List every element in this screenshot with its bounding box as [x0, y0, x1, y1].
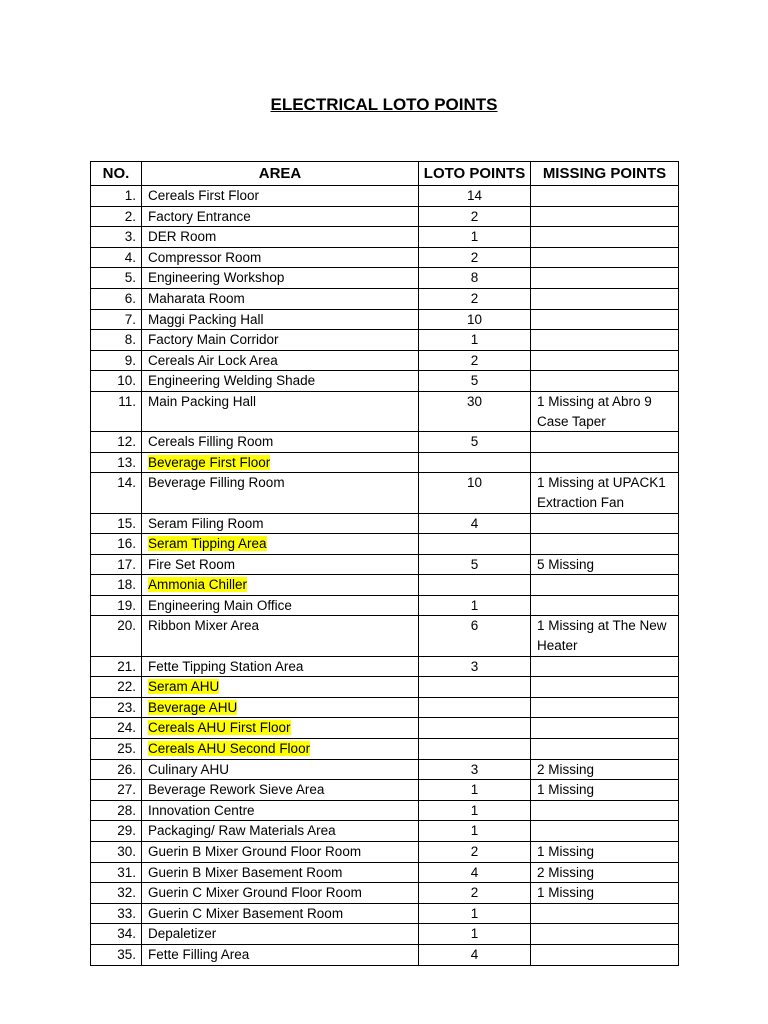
row-number-cell-text: 28. [117, 802, 136, 818]
row-number-cell [91, 677, 142, 698]
area-cell-text: Packaging/ Raw Materials Area [148, 823, 336, 839]
missing-points-cell [531, 883, 679, 904]
loto-points-cell-text: 10 [466, 311, 483, 327]
row-number-cell-text: 18. [117, 577, 136, 593]
row-number-cell-text: 17. [117, 556, 136, 572]
row-number-cell-text: 26. [117, 761, 136, 777]
loto-points-cell [419, 656, 531, 677]
table-row [91, 206, 679, 227]
loto-points-cell [419, 944, 531, 965]
missing-points-cell [531, 821, 679, 842]
loto-points-cell [419, 821, 531, 842]
row-number-cell [91, 206, 142, 227]
table-row [91, 800, 679, 821]
table-row [91, 616, 679, 656]
row-number-cell [91, 697, 142, 718]
table-row [91, 842, 679, 863]
area-cell [142, 883, 419, 904]
row-number-cell-text: 9. [124, 352, 136, 368]
area-cell [142, 924, 419, 945]
missing-points-cell [531, 534, 679, 555]
table-row [91, 247, 679, 268]
loto-points-cell [419, 350, 531, 371]
row-number-cell-text: 7. [124, 311, 136, 327]
missing-points-cell [531, 554, 679, 575]
table-row [91, 330, 679, 351]
row-number-cell-text: 6. [124, 290, 136, 306]
missing-points-cell [531, 842, 679, 863]
area-cell-text: Ribbon Mixer Area [148, 618, 260, 634]
loto-points-cell-text: 2 [470, 352, 479, 368]
page-title: ELECTRICAL LOTO POINTS [270, 95, 498, 114]
table-row [91, 350, 679, 371]
header-missing-points: MISSING POINTS [531, 162, 679, 186]
row-number-cell-text: 23. [117, 699, 136, 715]
missing-points-cell-text: 1 Missing [537, 782, 595, 798]
loto-points-cell-text: 5 [470, 434, 479, 450]
row-number-cell [91, 595, 142, 616]
missing-points-cell [531, 575, 679, 596]
area-cell [142, 677, 419, 698]
row-number-cell-text: 27. [117, 782, 136, 798]
row-number-cell [91, 862, 142, 883]
row-number-cell [91, 780, 142, 801]
area-cell-text: Compressor Room [148, 249, 262, 265]
loto-points-cell [419, 924, 531, 945]
loto-points-cell [419, 309, 531, 330]
row-number-cell [91, 268, 142, 289]
missing-points-cell [531, 677, 679, 698]
row-number-cell-text: 31. [117, 864, 136, 880]
row-number-cell [91, 186, 142, 207]
loto-points-cell [419, 268, 531, 289]
area-cell-text: Maharata Room [148, 290, 245, 306]
row-number-cell-text: 22. [117, 679, 136, 695]
row-number-cell-text: 19. [117, 597, 136, 613]
row-number-cell [91, 227, 142, 248]
table-row [91, 391, 679, 431]
missing-points-cell [531, 656, 679, 677]
missing-points-cell [531, 739, 679, 760]
area-cell [142, 330, 419, 351]
area-cell [142, 534, 419, 555]
row-number-cell [91, 391, 142, 431]
missing-points-cell [531, 903, 679, 924]
area-cell-text: Cereals AHU First Floor [148, 720, 291, 736]
loto-points-cell [419, 247, 531, 268]
area-cell [142, 473, 419, 513]
loto-points-cell-text: 1 [470, 926, 479, 942]
loto-points-cell-text: 2 [470, 885, 479, 901]
missing-points-cell [531, 206, 679, 227]
header-no: NO. [91, 162, 142, 186]
missing-points-cell [531, 452, 679, 473]
missing-points-cell [531, 924, 679, 945]
loto-points-cell-text: 4 [470, 515, 479, 531]
table-row [91, 227, 679, 248]
missing-points-cell [531, 759, 679, 780]
row-number-cell [91, 842, 142, 863]
area-cell [142, 288, 419, 309]
loto-points-cell-text: 14 [466, 188, 483, 203]
loto-points-cell [419, 206, 531, 227]
missing-points-cell [531, 227, 679, 248]
area-cell-text: Engineering Workshop [148, 270, 285, 286]
missing-points-cell-text: 1 Missing at The New Heater [537, 618, 667, 654]
area-cell-text: Seram AHU [148, 679, 220, 695]
row-number-cell [91, 656, 142, 677]
missing-points-cell [531, 432, 679, 453]
row-number-cell-text: 29. [117, 823, 136, 839]
table-row [91, 554, 679, 575]
area-cell [142, 247, 419, 268]
loto-points-cell [419, 759, 531, 780]
loto-points-cell [419, 534, 531, 555]
missing-points-cell-text: 1 Missing [537, 885, 595, 901]
missing-points-cell [531, 391, 679, 431]
area-cell-text: Cereals First Floor [148, 188, 260, 203]
area-cell-text: Guerin C Mixer Ground Floor Room [148, 885, 362, 901]
loto-points-cell-text: 1 [470, 332, 479, 348]
row-number-cell [91, 432, 142, 453]
table-body [91, 186, 679, 966]
row-number-cell-text: 3. [124, 229, 136, 245]
loto-points-cell-text: 1 [470, 802, 479, 818]
loto-points-cell [419, 842, 531, 863]
area-cell [142, 697, 419, 718]
missing-points-cell-text: 1 Missing at Abro 9 Case Taper [537, 393, 652, 429]
loto-points-cell [419, 903, 531, 924]
row-number-cell [91, 575, 142, 596]
row-number-cell-text: 15. [117, 515, 136, 531]
loto-points-cell [419, 288, 531, 309]
missing-points-cell-text: 2 Missing [537, 864, 595, 880]
loto-points-cell [419, 432, 531, 453]
missing-points-cell [531, 862, 679, 883]
row-number-cell-text: 2. [124, 208, 136, 224]
loto-points-cell-text: 8 [470, 270, 479, 286]
area-cell [142, 842, 419, 863]
row-number-cell [91, 616, 142, 656]
loto-points-cell [419, 330, 531, 351]
row-number-cell-text: 11. [118, 393, 136, 409]
loto-points-cell-text: 2 [470, 844, 479, 859]
table-row [91, 862, 679, 883]
row-number-cell-text: 1. [124, 188, 136, 203]
area-cell [142, 595, 419, 616]
loto-points-cell [419, 227, 531, 248]
missing-points-cell [531, 595, 679, 616]
missing-points-cell [531, 330, 679, 351]
area-cell-text: Maggi Packing Hall [148, 311, 264, 327]
area-cell-text: Engineering Welding Shade [148, 373, 316, 389]
loto-points-cell-text: 1 [470, 597, 479, 613]
missing-points-cell [531, 718, 679, 739]
table-row [91, 944, 679, 965]
loto-points-cell [419, 575, 531, 596]
row-number-cell-text: 35. [117, 946, 136, 962]
area-cell-text: Beverage First Floor [148, 454, 271, 470]
missing-points-cell [531, 616, 679, 656]
table-row [91, 903, 679, 924]
area-cell-text: Fette Tipping Station Area [148, 658, 304, 674]
table-row [91, 883, 679, 904]
row-number-cell [91, 247, 142, 268]
loto-points-cell [419, 595, 531, 616]
row-number-cell [91, 759, 142, 780]
area-cell-text: Main Packing Hall [148, 393, 257, 409]
row-number-cell [91, 944, 142, 965]
loto-points-cell [419, 718, 531, 739]
row-number-cell-text: 34. [117, 926, 136, 942]
table-row [91, 821, 679, 842]
table-row [91, 473, 679, 513]
table-row [91, 288, 679, 309]
area-cell [142, 309, 419, 330]
missing-points-cell [531, 473, 679, 513]
loto-points-cell [419, 616, 531, 656]
loto-points-cell-text: 2 [470, 290, 479, 306]
area-cell-text: Ammonia Chiller [148, 577, 248, 593]
missing-points-cell [531, 371, 679, 392]
row-number-cell [91, 800, 142, 821]
row-number-cell [91, 821, 142, 842]
area-cell-text: Factory Entrance [148, 208, 251, 224]
row-number-cell [91, 350, 142, 371]
table-row [91, 432, 679, 453]
loto-points-cell-text: 2 [470, 249, 479, 265]
area-cell [142, 780, 419, 801]
loto-points-cell [419, 452, 531, 473]
area-cell [142, 227, 419, 248]
area-cell-text: Factory Main Corridor [148, 332, 279, 348]
loto-points-cell-text: 10 [466, 475, 483, 491]
area-cell [142, 656, 419, 677]
table-row [91, 309, 679, 330]
loto-points-cell-text: 3 [470, 761, 479, 777]
loto-points-cell-text: 5 [470, 556, 479, 572]
area-cell-text: Beverage Filling Room [148, 475, 285, 491]
table-row [91, 718, 679, 739]
area-cell-text: Depaletizer [148, 926, 217, 942]
row-number-cell [91, 903, 142, 924]
loto-points-cell-text: 3 [470, 658, 479, 674]
row-number-cell-text: 8. [124, 332, 136, 348]
missing-points-cell-text: 5 Missing [537, 556, 595, 572]
area-cell-text: DER Room [148, 229, 217, 245]
area-cell [142, 759, 419, 780]
area-cell [142, 206, 419, 227]
row-number-cell [91, 330, 142, 351]
loto-points-cell [419, 473, 531, 513]
missing-points-cell [531, 186, 679, 207]
loto-points-cell-text: 1 [470, 823, 479, 839]
row-number-cell-text: 12. [117, 434, 136, 450]
area-cell-text: Fire Set Room [148, 556, 236, 572]
table-row [91, 513, 679, 534]
row-number-cell [91, 452, 142, 473]
area-cell [142, 432, 419, 453]
missing-points-cell [531, 780, 679, 801]
loto-points-cell-text: 4 [470, 946, 479, 962]
loto-points-cell [419, 800, 531, 821]
area-cell-text: Culinary AHU [148, 761, 230, 777]
row-number-cell-text: 30. [117, 844, 136, 859]
loto-table [90, 161, 679, 966]
missing-points-cell [531, 697, 679, 718]
row-number-cell-text: 16. [117, 536, 136, 552]
area-cell [142, 554, 419, 575]
area-cell [142, 350, 419, 371]
row-number-cell-text: 13. [117, 454, 136, 470]
row-number-cell [91, 554, 142, 575]
area-cell [142, 800, 419, 821]
row-number-cell-text: 33. [117, 905, 136, 921]
missing-points-cell [531, 800, 679, 821]
area-cell-text: Seram Filing Room [148, 515, 264, 531]
table-row [91, 656, 679, 677]
row-number-cell-text: 21. [117, 658, 136, 674]
loto-points-cell-text: 1 [470, 782, 479, 798]
row-number-cell-text: 20. [117, 618, 136, 634]
area-cell [142, 391, 419, 431]
table-header-row [91, 162, 679, 186]
row-number-cell-text: 25. [117, 741, 136, 757]
loto-points-cell-text: 30 [466, 393, 483, 409]
row-number-cell [91, 718, 142, 739]
loto-points-cell-text: 1 [470, 229, 479, 245]
area-cell-text: Cereals Filling Room [148, 434, 274, 450]
table-row [91, 268, 679, 289]
row-number-cell [91, 534, 142, 555]
area-cell-text: Innovation Centre [148, 802, 255, 818]
loto-points-cell-text: 5 [470, 373, 479, 389]
loto-points-cell [419, 371, 531, 392]
loto-points-cell-text: 4 [470, 864, 479, 880]
loto-points-cell [419, 780, 531, 801]
row-number-cell [91, 739, 142, 760]
row-number-cell [91, 883, 142, 904]
table-row [91, 759, 679, 780]
area-cell-text: Beverage Rework Sieve Area [148, 782, 325, 798]
missing-points-cell [531, 309, 679, 330]
loto-points-cell-text: 2 [470, 208, 479, 224]
row-number-cell [91, 513, 142, 534]
missing-points-cell [531, 288, 679, 309]
table-row [91, 534, 679, 555]
missing-points-cell-text: 1 Missing at UPACK1 Extraction Fan [537, 475, 666, 510]
table-row [91, 780, 679, 801]
row-number-cell-text: 4. [124, 249, 136, 265]
table-row [91, 186, 679, 207]
loto-points-cell [419, 554, 531, 575]
table-row [91, 452, 679, 473]
area-cell-text: Cereals Air Lock Area [148, 352, 278, 368]
missing-points-cell [531, 513, 679, 534]
area-cell-text: Guerin B Mixer Basement Room [148, 864, 343, 880]
table-row [91, 575, 679, 596]
area-cell-text: Engineering Main Office [148, 597, 292, 613]
header-area: AREA [142, 162, 419, 186]
row-number-cell-text: 14. [117, 475, 136, 491]
area-cell [142, 513, 419, 534]
row-number-cell [91, 473, 142, 513]
row-number-cell [91, 288, 142, 309]
area-cell [142, 186, 419, 207]
loto-points-cell [419, 697, 531, 718]
table-row [91, 595, 679, 616]
table-row [91, 924, 679, 945]
row-number-cell-text: 5. [124, 270, 136, 286]
row-number-cell [91, 924, 142, 945]
area-cell-text: Guerin B Mixer Ground Floor Room [148, 844, 362, 859]
missing-points-cell [531, 268, 679, 289]
area-cell-text: Cereals AHU Second Floor [148, 741, 311, 757]
area-cell-text: Seram Tipping Area [148, 536, 267, 552]
header-loto-points: LOTO POINTS [419, 162, 531, 186]
missing-points-cell [531, 350, 679, 371]
area-cell [142, 575, 419, 596]
loto-points-cell-text: 1 [470, 905, 479, 921]
row-number-cell [91, 309, 142, 330]
area-cell [142, 903, 419, 924]
area-cell [142, 821, 419, 842]
area-cell [142, 944, 419, 965]
area-cell [142, 616, 419, 656]
missing-points-cell [531, 944, 679, 965]
loto-points-cell [419, 513, 531, 534]
table-row [91, 371, 679, 392]
loto-points-cell-text: 6 [470, 618, 479, 634]
loto-points-cell [419, 186, 531, 207]
loto-points-cell [419, 391, 531, 431]
row-number-cell-text: 24. [117, 720, 136, 736]
loto-points-cell [419, 677, 531, 698]
area-cell-text: Fette Filling Area [148, 946, 250, 962]
table-row [91, 697, 679, 718]
loto-points-cell [419, 739, 531, 760]
area-cell-text: Beverage AHU [148, 699, 238, 715]
table-row [91, 677, 679, 698]
missing-points-cell [531, 247, 679, 268]
area-cell [142, 371, 419, 392]
row-number-cell-text: 32. [117, 885, 136, 901]
area-cell [142, 739, 419, 760]
area-cell [142, 862, 419, 883]
loto-points-cell [419, 883, 531, 904]
table-row [91, 739, 679, 760]
area-cell [142, 452, 419, 473]
area-cell [142, 268, 419, 289]
row-number-cell [91, 371, 142, 392]
area-cell-text: Guerin C Mixer Basement Room [148, 905, 344, 921]
missing-points-cell-text: 2 Missing [537, 761, 595, 777]
row-number-cell-text: 10. [117, 373, 136, 389]
area-cell [142, 718, 419, 739]
loto-points-cell [419, 862, 531, 883]
missing-points-cell-text: 1 Missing [537, 844, 595, 859]
